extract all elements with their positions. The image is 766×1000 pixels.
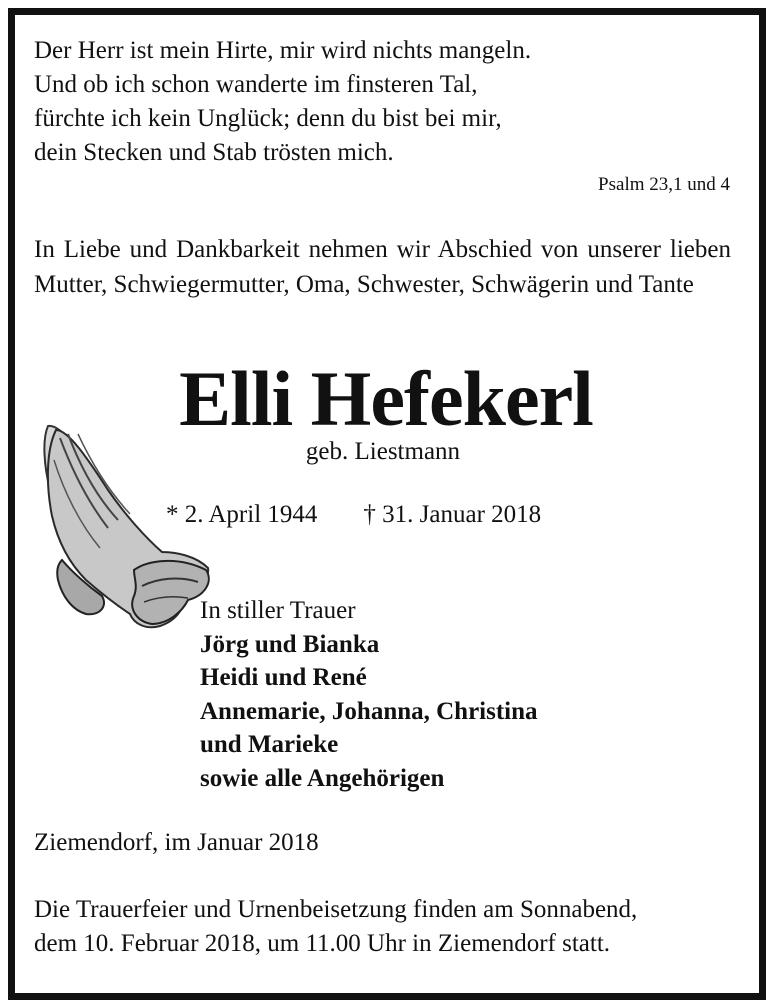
psalm-verse [34,34,734,170]
verse-line: fürchte ich kein Unglück; denn du bist bei mir, [34,105,502,132]
life-dates [166,498,541,532]
birth-date: * 2. April 1944 [166,501,318,528]
mourner-name: Jörg und Bianka [200,630,380,658]
mourners-heading: In stiller Trauer [200,597,356,624]
ceremony-line: Die Trauerfeier und Urnenbeisetzung finden am Sonnabend, [34,896,638,923]
verse-line: dein Stecken und Stab trösten mich. [34,139,394,166]
verse-line: Und ob ich schon wanderte im finsteren Tal, [34,71,478,98]
mourner-name: Heidi und René [200,664,367,691]
death-date: † 31. Januar 2018 [363,501,542,528]
mourners-block [200,594,538,795]
verse-line: Der Herr ist mein Hirte, mir wird nichts mangeln. [34,37,532,64]
maiden-name: geb. Liestmann [305,438,461,465]
deceased-name: Elli Hefekerl [179,355,593,442]
psalm-reference: Psalm 23,1 und 4 [598,174,730,195]
mourner-name: sowie alle Angehörigen [200,764,445,792]
mourner-name: und Marieke [200,731,339,758]
ceremony-info [34,893,734,961]
place-date: Ziemendorf, im Januar 2018 [34,829,319,856]
intro-text: In Liebe und Dankbarkeit nehmen wir Abschied von unserer lieben Mutter, Schwiegermutter, Oma, Schwester, Schwägerin und Tante [34,236,731,298]
ceremony-line: dem 10. Februar 2018, um 11.00 Uhr in Ziemendorf statt. [34,930,611,957]
mourner-name: Annemarie, Johanna, Christina [200,697,538,725]
